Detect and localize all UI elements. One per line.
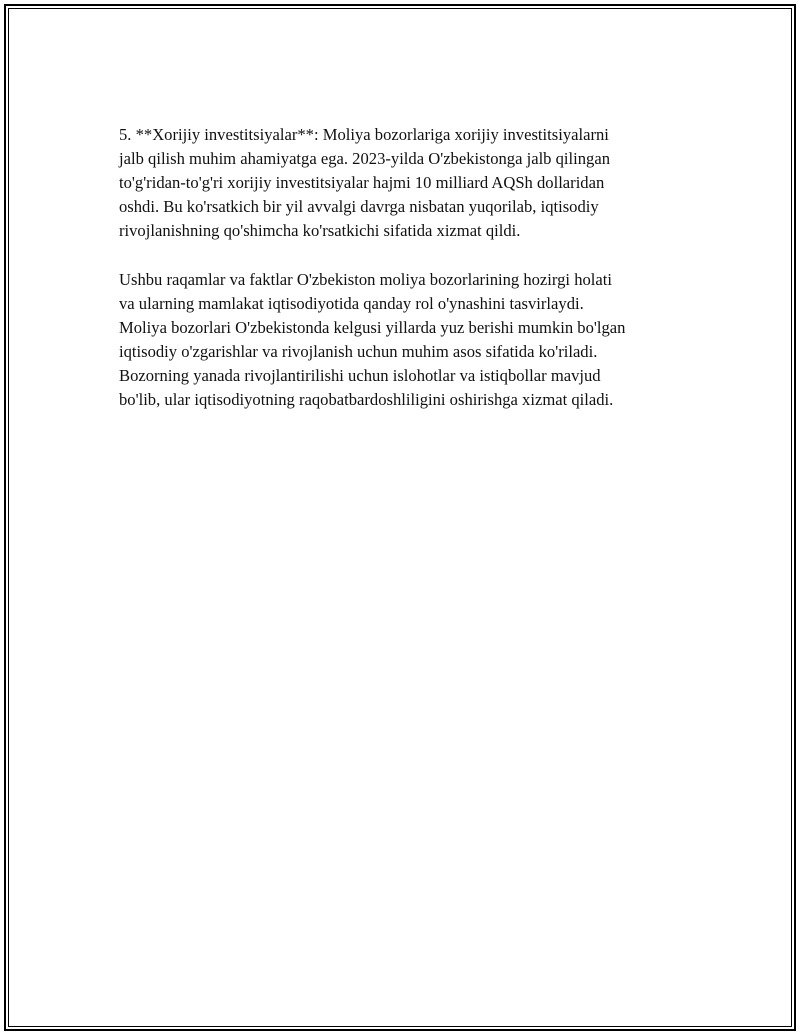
paragraph-foreign-investments: 5. **Xorijiy investitsiyalar**: Moliya bozorlariga xorijiy investitsiyalarni jalb qilish muhim ahamiyatga ega. 2023-yilda O'zbekistonga jalb qilingan to'g'ridan-to'g'ri xorijiy investitsiyalar hajmi 10 milliard AQSh dollaridan oshdi. Bu ko'rsatkich bir yil avvalgi davrga nisbatan yuqorilab, iqtisodiy rivojlanishning qo'shimcha ko'rsatkichi sifatida xizmat qildi. <box>119 125 611 241</box>
page-border <box>4 4 796 1031</box>
paragraph-conclusion: Ushbu raqamlar va faktlar O'zbekiston moliya bozorlarining hozirgi holati va ularning mamlakat iqtisodiyotida qanday rol o'ynashini tasvirlaydi. Moliya bozorlari O'zbekistonda kelgusi yillarda yuz berishi mumkin bo'lgan iqtisodiy o'zgarishlar va rivojlanish uchun muhim asos sifatida ko'riladi. Bozorning yanada rivojlantirilishi uchun islohotlar va istiqbollar mavjud bo'lib, ular iqtisodiyotning raqobatbardoshliligini oshirishga xizmat qiladi. <box>119 269 626 410</box>
document-body <box>119 123 709 436</box>
